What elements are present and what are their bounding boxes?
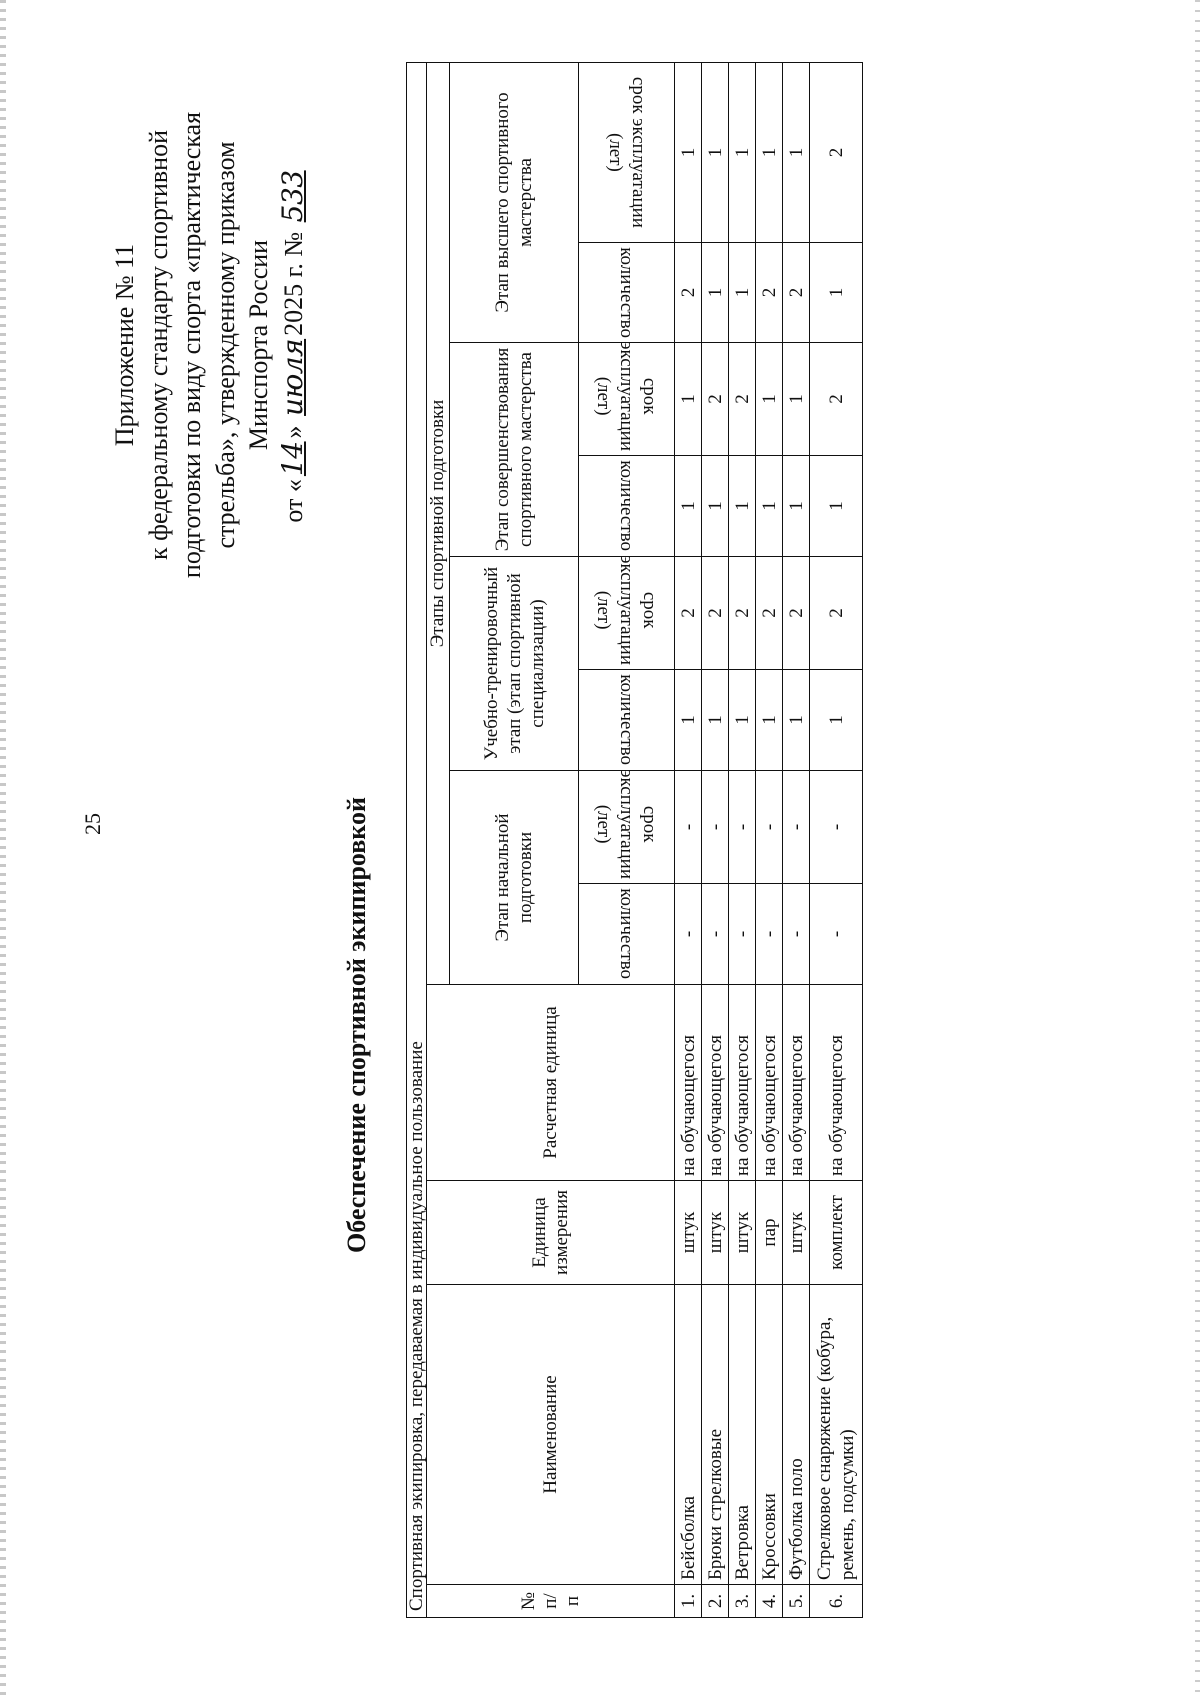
cell-value: - xyxy=(702,771,729,884)
subheader-text: срок эксплуатации (лет) xyxy=(604,76,649,228)
cell-value: 1 xyxy=(810,670,863,771)
date-year: 2025 г. № xyxy=(278,231,308,336)
stage-header: Этап совершенствования спортивного мастерства xyxy=(450,343,579,557)
cell-value: 1 xyxy=(729,670,756,771)
annex-line: к федеральному стандарту спортивной xyxy=(143,129,173,561)
cell-name: Футболка поло xyxy=(783,1285,810,1585)
cell-value: 1 xyxy=(783,62,810,242)
subheader-term xyxy=(579,771,675,884)
table-row xyxy=(729,62,756,1617)
order-number-handwritten: 533 xyxy=(275,170,309,223)
subheader-term xyxy=(579,343,675,456)
stage-header: Этап высшего спортивного мастерства xyxy=(450,62,579,342)
document-title: Обеспечение спортивной экипировкой xyxy=(342,797,371,1253)
cell-calc: на обучающегося xyxy=(675,985,702,1181)
cell-value: 1 xyxy=(702,456,729,557)
cell-value: 2 xyxy=(729,343,756,456)
cell-calc: на обучающегося xyxy=(756,985,783,1181)
cell-value: 1 xyxy=(729,62,756,242)
column-header-name: Наименование xyxy=(427,1285,675,1585)
subheader-text: количество xyxy=(616,888,637,980)
annex-line: Минспорта России xyxy=(244,239,273,451)
cell-unit: штук xyxy=(702,1181,729,1285)
cell-unit: штук xyxy=(729,1181,756,1285)
column-header-unit: Единица измерения xyxy=(427,1181,675,1285)
cell-value: 1 xyxy=(675,456,702,557)
cell-name: Ветровка xyxy=(729,1285,756,1585)
subheader-text: срок эксплуатации (лет) xyxy=(593,555,660,666)
cell-value: 1 xyxy=(756,456,783,557)
table-row xyxy=(783,62,810,1617)
cell-value: 1 xyxy=(702,62,729,242)
cell-value: - xyxy=(675,771,702,884)
cell-value: 1 xyxy=(675,343,702,456)
cell-value: 1 xyxy=(756,62,783,242)
table-row xyxy=(756,62,783,1617)
subheader-text: количество xyxy=(616,460,637,552)
cell-value: - xyxy=(783,884,810,985)
cell-name: Стрелковое снаряжение (кобура, ремень, подсумки) xyxy=(810,1285,863,1585)
cell-value: - xyxy=(729,771,756,884)
cell-value: - xyxy=(675,884,702,985)
subheader-quantity xyxy=(579,670,675,771)
equipment-table xyxy=(406,62,863,1618)
subheader-quantity xyxy=(579,884,675,985)
cell-value: - xyxy=(756,884,783,985)
cell-calc: на обучающегося xyxy=(810,985,863,1181)
cell-value: 1 xyxy=(675,670,702,771)
cell-value: 1 xyxy=(702,243,729,343)
cell-value: 1 xyxy=(810,456,863,557)
cell-value: - xyxy=(729,884,756,985)
cell-value: 1 xyxy=(729,456,756,557)
cell-value: 2 xyxy=(783,557,810,670)
cell-value: 1 xyxy=(729,243,756,343)
cell-unit: штук xyxy=(783,1181,810,1285)
column-header-number: № п/п xyxy=(427,1585,675,1618)
cell-number: 5. xyxy=(783,1585,810,1618)
subheader-term xyxy=(579,62,675,242)
cell-value: 2 xyxy=(756,557,783,670)
annex-line: стрельба», утвержденному приказом xyxy=(210,141,240,549)
table-group-header: Спортивная экипировка, передаваемая в индивидуальное пользование xyxy=(407,62,427,1617)
cell-value: 2 xyxy=(675,557,702,670)
cell-value: 2 xyxy=(702,343,729,456)
cell-value: - xyxy=(810,771,863,884)
date-mid: » xyxy=(278,425,308,439)
cell-calc: на обучающегося xyxy=(783,985,810,1181)
cell-calc: на обучающегося xyxy=(729,985,756,1181)
subheader-text: срок эксплуатации (лет) xyxy=(593,341,660,452)
table-row xyxy=(810,62,863,1617)
page-number: 25 xyxy=(80,813,105,835)
date-month-handwritten: июля xyxy=(275,338,309,416)
cell-value: 2 xyxy=(675,243,702,343)
cell-value: 1 xyxy=(756,343,783,456)
subheader-quantity xyxy=(579,456,675,557)
cell-value: 1 xyxy=(783,670,810,771)
stages-header: Этапы спортивной подготовки xyxy=(427,62,450,984)
cell-name: Бейсболка xyxy=(675,1285,702,1585)
date-day-handwritten: 14 xyxy=(275,441,309,477)
cell-unit: комплект xyxy=(810,1181,863,1285)
subheader-term xyxy=(579,557,675,670)
cell-number: 6. xyxy=(810,1585,863,1618)
subheader-quantity xyxy=(579,243,675,343)
cell-value: 1 xyxy=(702,670,729,771)
cell-value: 2 xyxy=(702,557,729,670)
cell-number: 1. xyxy=(675,1585,702,1618)
cell-number: 2. xyxy=(702,1585,729,1618)
cell-unit: пар xyxy=(756,1181,783,1285)
table-row xyxy=(702,62,729,1617)
cell-name: Кроссовки xyxy=(756,1285,783,1585)
subheader-text: количество xyxy=(616,247,637,338)
annex-block xyxy=(108,45,310,645)
cell-number: 3. xyxy=(729,1585,756,1618)
cell-value: 1 xyxy=(675,62,702,242)
cell-value: 2 xyxy=(756,243,783,343)
cell-value: 2 xyxy=(810,343,863,456)
cell-calc: на обучающегося xyxy=(702,985,729,1181)
cell-value: - xyxy=(702,884,729,985)
table-row xyxy=(675,62,702,1617)
cell-value: 1 xyxy=(756,670,783,771)
subheader-text: срок эксплуатации (лет) xyxy=(593,769,660,880)
cell-value: 2 xyxy=(783,243,810,343)
cell-value: 2 xyxy=(810,557,863,670)
cell-value: - xyxy=(783,771,810,884)
cell-value: 1 xyxy=(810,243,863,343)
cell-name: Брюки стрелковые xyxy=(702,1285,729,1585)
cell-value: - xyxy=(810,884,863,985)
date-prefix: от « xyxy=(278,479,308,523)
cell-value: 2 xyxy=(729,557,756,670)
annex-title: Приложение № 11 xyxy=(110,243,139,447)
cell-number: 4. xyxy=(756,1585,783,1618)
annex-line: подготовки по виду спорта «практическая xyxy=(177,111,206,579)
column-header-calc: Расчетная единица xyxy=(427,985,675,1181)
annex-date-line xyxy=(276,45,311,645)
stage-header: Учебно-тренировочный этап (этап спортивной специализации) xyxy=(450,557,579,771)
subheader-text: количество xyxy=(616,674,637,766)
cell-value: 1 xyxy=(783,343,810,456)
cell-unit: штук xyxy=(675,1181,702,1285)
cell-value: - xyxy=(756,771,783,884)
cell-value: 2 xyxy=(810,62,863,242)
stage-header: Этап начальной подготовки xyxy=(450,771,579,985)
cell-value: 1 xyxy=(783,456,810,557)
